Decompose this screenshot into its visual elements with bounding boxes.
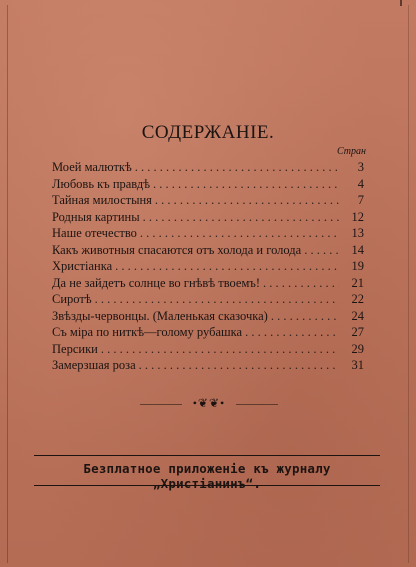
toc-entry-page: 27: [351, 325, 364, 339]
print-mark: [400, 0, 402, 6]
toc-dot-leader: [101, 341, 339, 358]
toc-entry: [52, 225, 364, 242]
toc-entry: [52, 324, 364, 341]
toc-entry: [52, 159, 364, 176]
contents-heading: СОДЕРЖАНІЕ.: [141, 122, 275, 143]
toc-dot-leader: [271, 308, 339, 325]
toc-dot-leader: [263, 275, 339, 292]
toc-entry-page: 7: [357, 193, 364, 207]
toc-dot-leader: [140, 225, 339, 242]
toc-dot-leader: [95, 291, 339, 308]
toc-entry-title: Съ міра по ниткѣ—голому рубашка: [52, 325, 243, 339]
toc-entry-title: Какъ животныя спасаются отъ холода и голода: [52, 242, 302, 257]
toc-entry-title: Родныя картины: [52, 209, 140, 224]
toc-dot-leader: [143, 209, 339, 226]
divider-right: [236, 404, 278, 405]
toc-entry: [52, 209, 364, 226]
toc-entry-page: 3: [357, 160, 364, 174]
toc-entry-page: 29: [351, 341, 364, 356]
toc-entry-title: Тайная милостыня: [52, 193, 152, 207]
toc-dot-leader: [135, 159, 339, 176]
toc-entry-title: Наше отечество: [52, 226, 137, 240]
toc-entry: [52, 192, 364, 209]
toc-entry-page: 12: [351, 209, 364, 224]
toc-entry-page: 4: [357, 176, 364, 191]
toc-dot-leader: [304, 242, 339, 259]
toc-entry: [52, 291, 364, 308]
toc-dot-leader: [155, 192, 339, 209]
toc-entry-title: Любовь къ правдѣ: [52, 176, 151, 191]
toc-entry-title: Звѣзды-червонцы. (Маленькая сказочка): [52, 308, 268, 323]
toc-entry-title: Да не зайдетъ солнце во гнѣвѣ твоемъ!: [52, 275, 260, 290]
footer-banner: [34, 455, 380, 491]
toc-dot-leader: [139, 357, 339, 374]
toc-entry: [52, 308, 364, 325]
toc-entry: [52, 341, 364, 358]
toc-entry-title: Сиротѣ: [52, 292, 92, 306]
toc-entry: [52, 275, 364, 292]
toc-entry: [52, 176, 364, 193]
toc-dot-leader: [245, 324, 339, 341]
toc-entry-page: 14: [351, 242, 364, 257]
toc-dot-leader: [115, 258, 339, 275]
page-column-label: Стран: [337, 146, 366, 157]
toc-entry-page: 21: [351, 275, 364, 290]
toc-entry: [52, 357, 364, 374]
toc-entry: [52, 258, 364, 275]
toc-entry: [52, 242, 364, 259]
toc-entry-page: 22: [351, 292, 364, 306]
toc-entry-title: Замерзшая роза: [52, 358, 136, 372]
divider-left: [140, 404, 182, 405]
fleuron-ornament: •❦❦•: [192, 396, 226, 410]
toc-entry-page: 24: [351, 308, 364, 323]
toc-entry-page: 13: [351, 226, 364, 240]
toc-entry-page: 31: [351, 358, 364, 372]
toc-entry-page: 19: [351, 259, 364, 273]
toc-entry-title: Моей малюткѣ: [52, 160, 132, 174]
toc-dot-leader: [153, 176, 339, 193]
table-of-contents: [52, 159, 364, 374]
toc-entry-title: Христіанка: [52, 259, 113, 273]
footer-text: Безплатное приложеніе къ журналу „Христіанинъ“.: [83, 461, 331, 491]
toc-entry-title: Персики: [52, 341, 98, 356]
